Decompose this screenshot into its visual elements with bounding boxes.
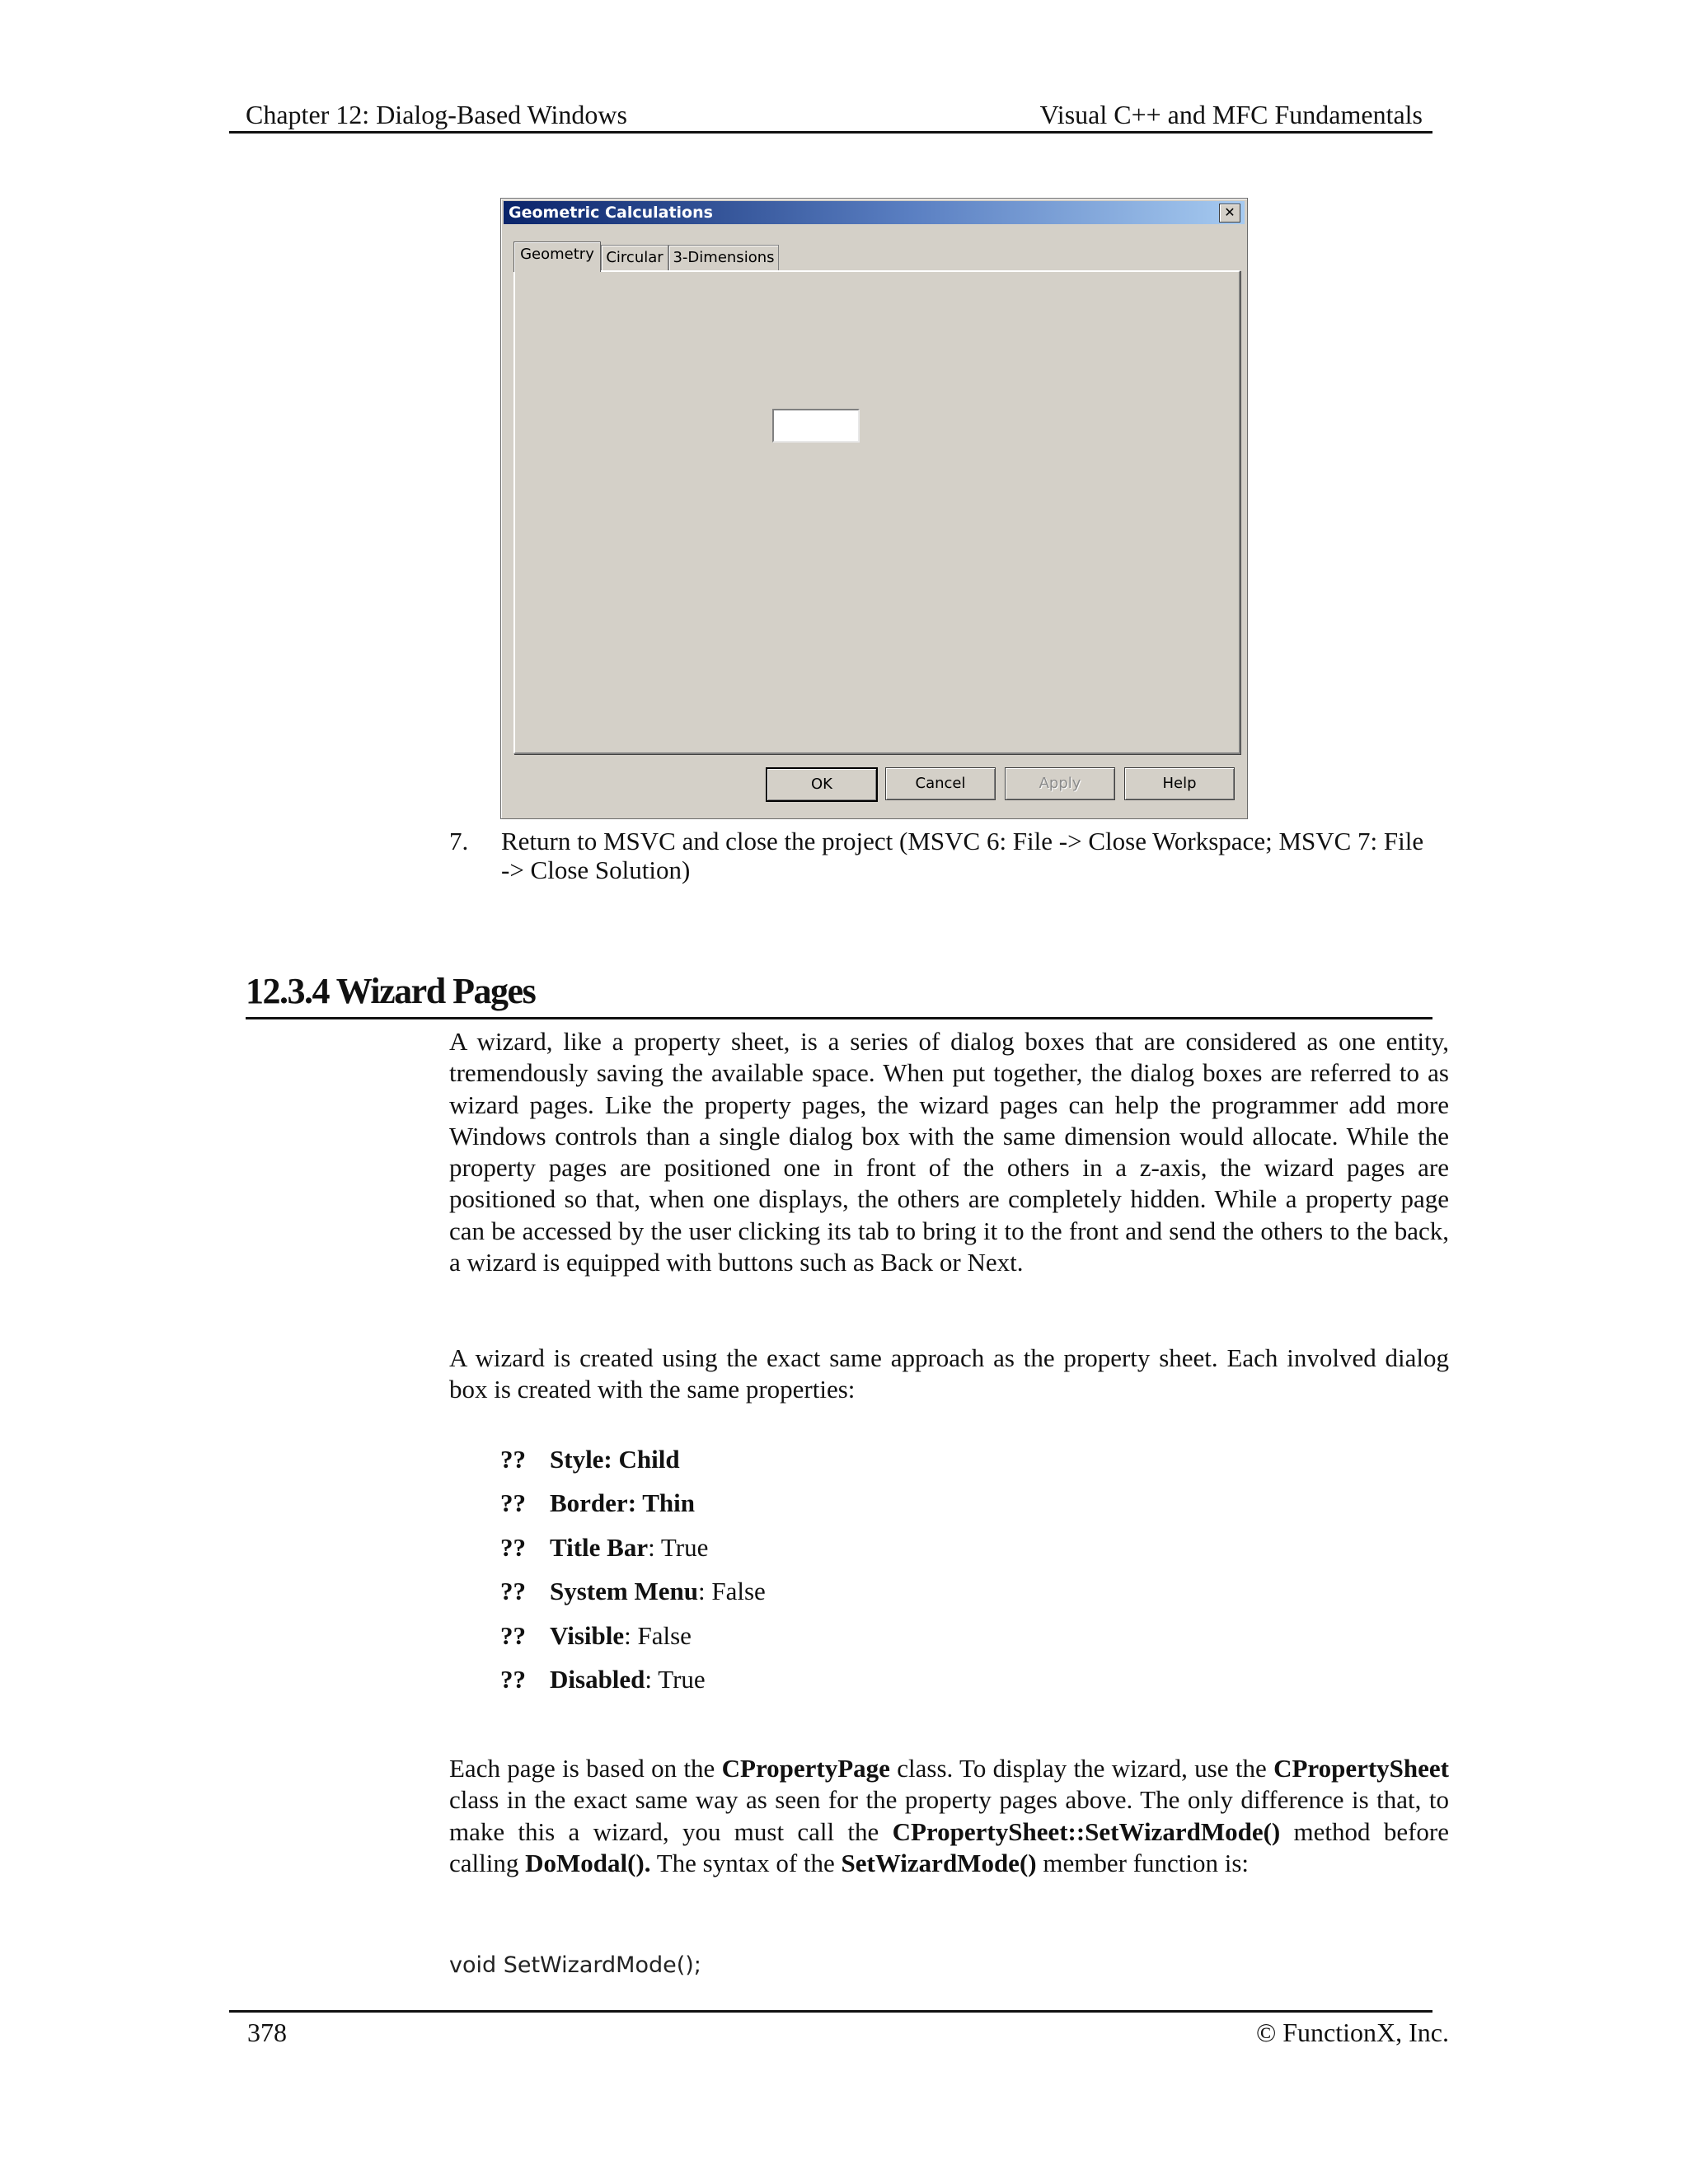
section-title: 12.3.4 Wizard Pages xyxy=(246,971,536,1011)
method-domodal: DoModal(). xyxy=(525,1848,651,1877)
property-value: : False xyxy=(697,1577,766,1606)
code-syntax: void SetWizardMode(); xyxy=(449,1952,701,1978)
geometry-edit-field[interactable] xyxy=(772,409,860,443)
tab-panel-geometry xyxy=(513,270,1240,754)
tab-circular[interactable] xyxy=(601,245,668,271)
property-value: : True xyxy=(645,1664,706,1694)
ok-button[interactable]: OK xyxy=(766,767,878,802)
property-name: Style: Child xyxy=(550,1445,680,1474)
list-item xyxy=(500,1444,1077,1488)
text-run: method before calling xyxy=(449,1816,1449,1877)
list-item xyxy=(500,1620,1077,1664)
paragraph-cpropertypage xyxy=(449,1753,1449,1879)
section-title-rule xyxy=(246,1017,1432,1019)
property-name: Border: Thin xyxy=(550,1488,695,1518)
tab-label: 3-Dimensions xyxy=(673,249,775,266)
property-list xyxy=(500,1444,1077,1708)
bullet-mark: ?? xyxy=(500,1445,526,1474)
header-rule xyxy=(229,131,1432,134)
text-run: Each page is based on the xyxy=(449,1754,722,1783)
method-setwizardmode: SetWizardMode() xyxy=(841,1848,1037,1877)
running-header-chapter: Chapter 12: Dialog-Based Windows xyxy=(246,100,627,129)
property-name: Visible xyxy=(550,1620,625,1650)
bullet-mark: ?? xyxy=(500,1664,526,1694)
bullet-mark: ?? xyxy=(500,1532,526,1562)
list-item xyxy=(500,1664,1077,1708)
bullet-mark: ?? xyxy=(500,1620,526,1650)
list-item xyxy=(500,1532,1077,1576)
footer-rule xyxy=(229,2010,1432,2013)
text-run: class. To display the wizard, use the xyxy=(889,1754,1274,1783)
step-7-text: Return to MSVC and close the project (MSVC 6: File -> Close Workspace; MSVC 7: File -> Close Solution) xyxy=(501,827,1424,884)
class-name-cpropertysheet: CPropertySheet xyxy=(1273,1754,1449,1783)
tab-label: Circular xyxy=(606,249,663,266)
dialog-titlebar[interactable] xyxy=(504,201,1245,224)
property-value: : False xyxy=(624,1620,692,1650)
bullet-mark: ?? xyxy=(500,1577,526,1606)
close-icon[interactable]: ✕ xyxy=(1219,204,1240,223)
help-button[interactable]: Help xyxy=(1124,767,1235,800)
geometric-calculations-dialog xyxy=(500,198,1248,819)
text-run: The syntax of the xyxy=(650,1848,842,1877)
property-name: Disabled xyxy=(550,1664,645,1694)
dialog-title: Geometric Calculations xyxy=(509,204,713,222)
list-item xyxy=(500,1576,1077,1619)
paragraph-intro: A wizard, like a property sheet, is a series of dialog boxes that are considered as one entity, tremendously saving the available space. When put together, the dialog boxes are referred to as wizard pages. Like the property pages, the wizard pages can help the programmer add more Windows controls than a single dialog box with the same dimension would allocate. While the property pages are positioned one in front of the others in a z-axis, the wizard pages are positioned so that, when one displays, the others are completely hidden. While a property page can be accessed by the user clicking its tab to bring it to the front and send the others to the back, a wizard is equipped with buttons such as Back or Next. xyxy=(449,1027,1449,1277)
tab-geometry[interactable] xyxy=(513,241,601,272)
property-name: System Menu xyxy=(550,1577,698,1606)
page-number: 378 xyxy=(247,2018,287,2047)
class-name-cpropertypage: CPropertyPage xyxy=(721,1754,890,1783)
bullet-mark: ?? xyxy=(500,1488,526,1518)
cancel-button[interactable]: Cancel xyxy=(885,767,996,800)
running-header-book: Visual C++ and MFC Fundamentals xyxy=(1039,100,1423,129)
step-number: 7. xyxy=(449,827,469,855)
tab-3-dimensions[interactable] xyxy=(668,245,779,271)
property-name: Title Bar xyxy=(550,1532,649,1562)
list-item xyxy=(500,1488,1077,1531)
property-value: : True xyxy=(648,1532,709,1562)
copyright: © FunctionX, Inc. xyxy=(1255,2018,1449,2047)
apply-button[interactable]: Apply xyxy=(1005,767,1115,800)
paragraph-approach: A wizard is created using the exact same approach as the property sheet. Each involved dialog box is created with the same properties: xyxy=(449,1343,1449,1404)
text-run: class in the exact same way as seen for the property pages above. The only difference is that, to make this a wizard, you must call the xyxy=(449,1785,1449,1846)
tab-label: Geometry xyxy=(520,246,594,263)
text-run: member function is: xyxy=(1036,1848,1250,1877)
method-setwizardmode-qualified: CPropertySheet::SetWizardMode() xyxy=(892,1816,1281,1846)
